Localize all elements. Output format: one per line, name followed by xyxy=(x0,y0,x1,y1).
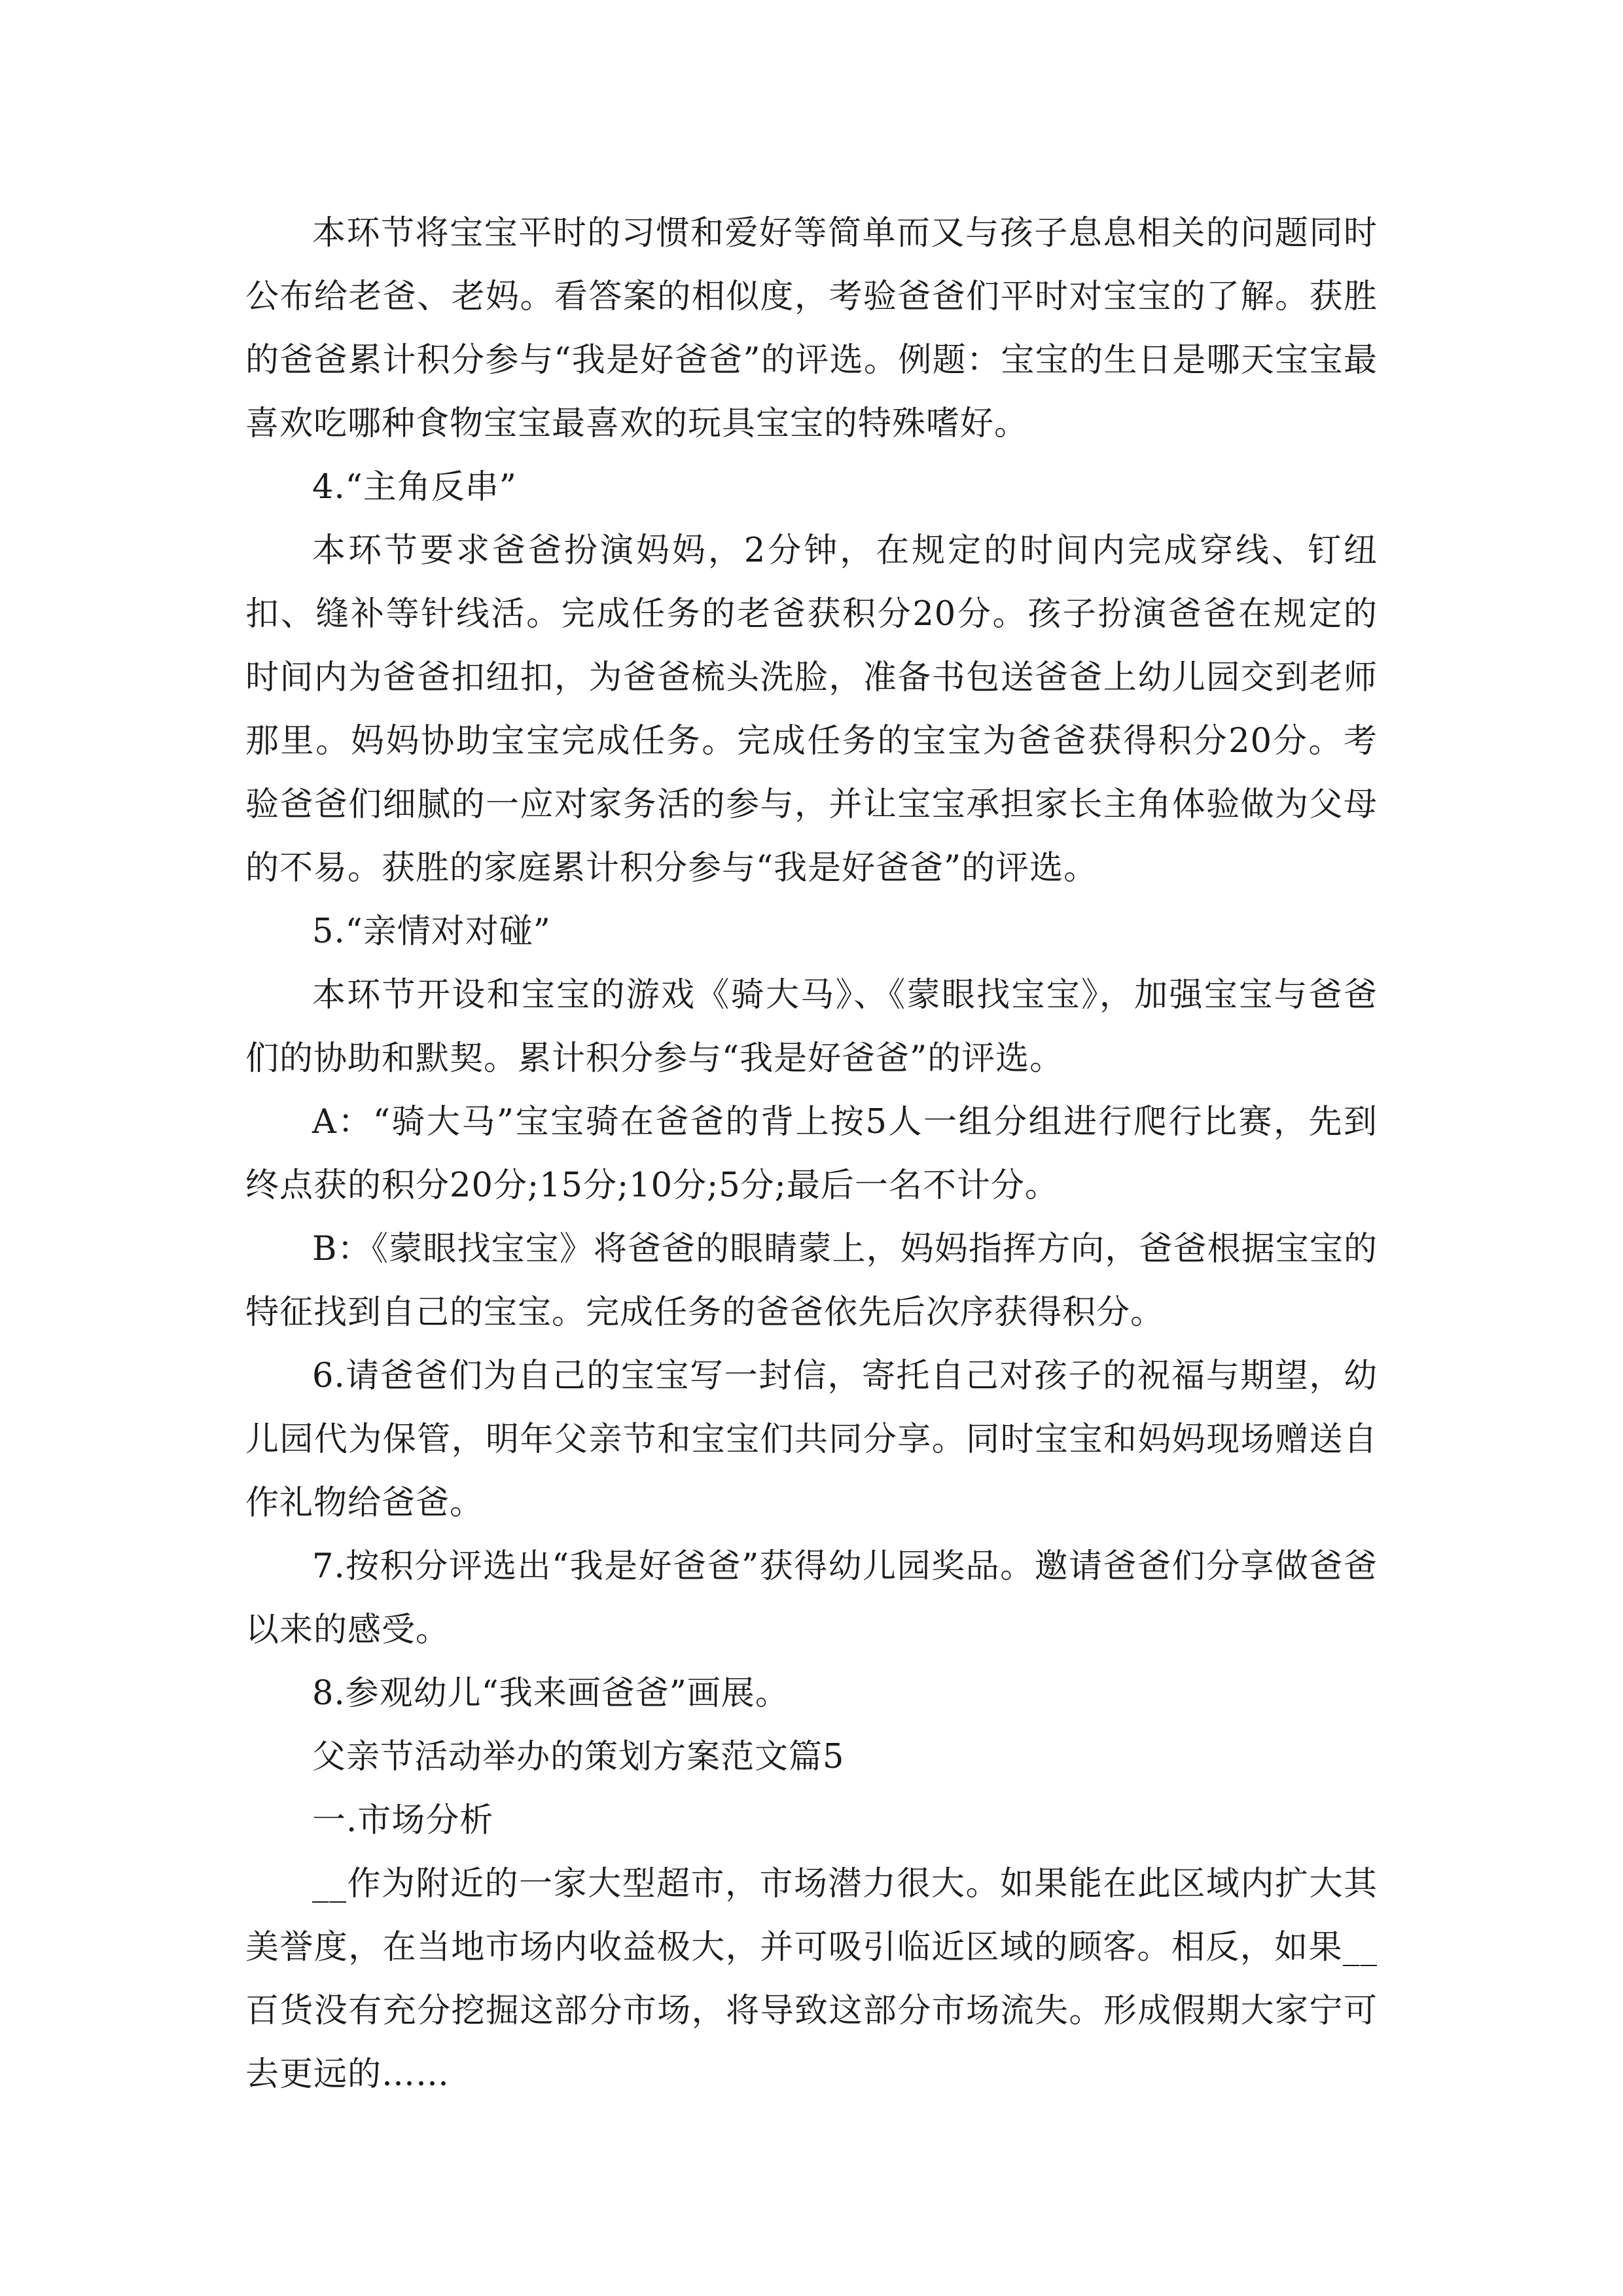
paragraph: B：《蒙眼找宝宝》将爸爸的眼睛蒙上，妈妈指挥方向，爸爸根据宝宝的特征找到自己的宝宝。完成任务的爸爸依先后次序获得积分。 xyxy=(245,1230,1378,1332)
paragraph: A：“骑大马”宝宝骑在爸爸的背上按5人一组分组进行爬行比赛，先到终点获的积分20分;15分;10分;5分;最后一名不计分。 xyxy=(245,1103,1378,1205)
paragraph: 本环节将宝宝平时的习惯和爱好等简单而又与孩子息息相关的问题同时公布给老爸、老妈。看答案的相似度，考验爸爸们平时对宝宝的了解。获胜的爸爸累计积分参与“我是好爸爸”的评选。例题：宝宝的生日是哪天宝宝最喜欢吃哪种食物宝宝最喜欢的玩具宝宝的特殊嗜好。 xyxy=(245,214,1378,443)
paragraph: 6.请爸爸们为自己的宝宝写一封信，寄托自己对孩子的祝福与期望，幼儿园代为保管，明年父亲节和宝宝们共同分享。同时宝宝和妈妈现场赠送自作礼物给爸爸。 xyxy=(245,1357,1378,1522)
article-title: 父亲节活动举办的策划方案范文篇5 xyxy=(312,1738,845,1776)
document-body xyxy=(245,202,1378,2106)
paragraph: 本环节开设和宝宝的游戏《骑大马》、《蒙眼找宝宝》，加强宝宝与爸爸们的协助和默契。累计积分参与“我是好爸爸”的评选。 xyxy=(245,976,1378,1078)
section-heading: 一.市场分析 xyxy=(312,1801,494,1840)
paragraph: __作为附近的一家大型超市，市场潜力很大。如果能在此区域内扩大其美誉度，在当地市场内收益极大，并可吸引临近区域的顾客。相反，如果__百货没有充分挖掘这部分市场，将导致这部分市场流失。形成假期大家宁可去更远的…… xyxy=(245,1865,1378,2094)
section-heading: 4.“主角反串” xyxy=(312,468,517,507)
section-heading: 5.“亲情对对碰” xyxy=(312,912,551,951)
paragraph: 7.按积分评选出“我是好爸爸”获得幼儿园奖品。邀请爸爸们分享做爸爸以来的感受。 xyxy=(245,1547,1378,1649)
paragraph: 8.参观幼儿“我来画爸爸”画展。 xyxy=(312,1674,789,1713)
paragraph: 本环节要求爸爸扮演妈妈，2分钟，在规定的时间内完成穿线、钉纽扣、缝补等针线活。完成任务的老爸获积分20分。孩子扮演爸爸在规定的时间内为爸爸扣纽扣，为爸爸梳头洗脸，准备书包送爸爸上幼儿园交到老师那里。妈妈协助宝宝完成任务。完成任务的宝宝为爸爸获得积分20分。考验爸爸们细腻的一应对家务活的参与，并让宝宝承担家长主角体验做为父母的不易。获胜的家庭累计积分参与“我是好爸爸”的评选。 xyxy=(245,531,1378,888)
